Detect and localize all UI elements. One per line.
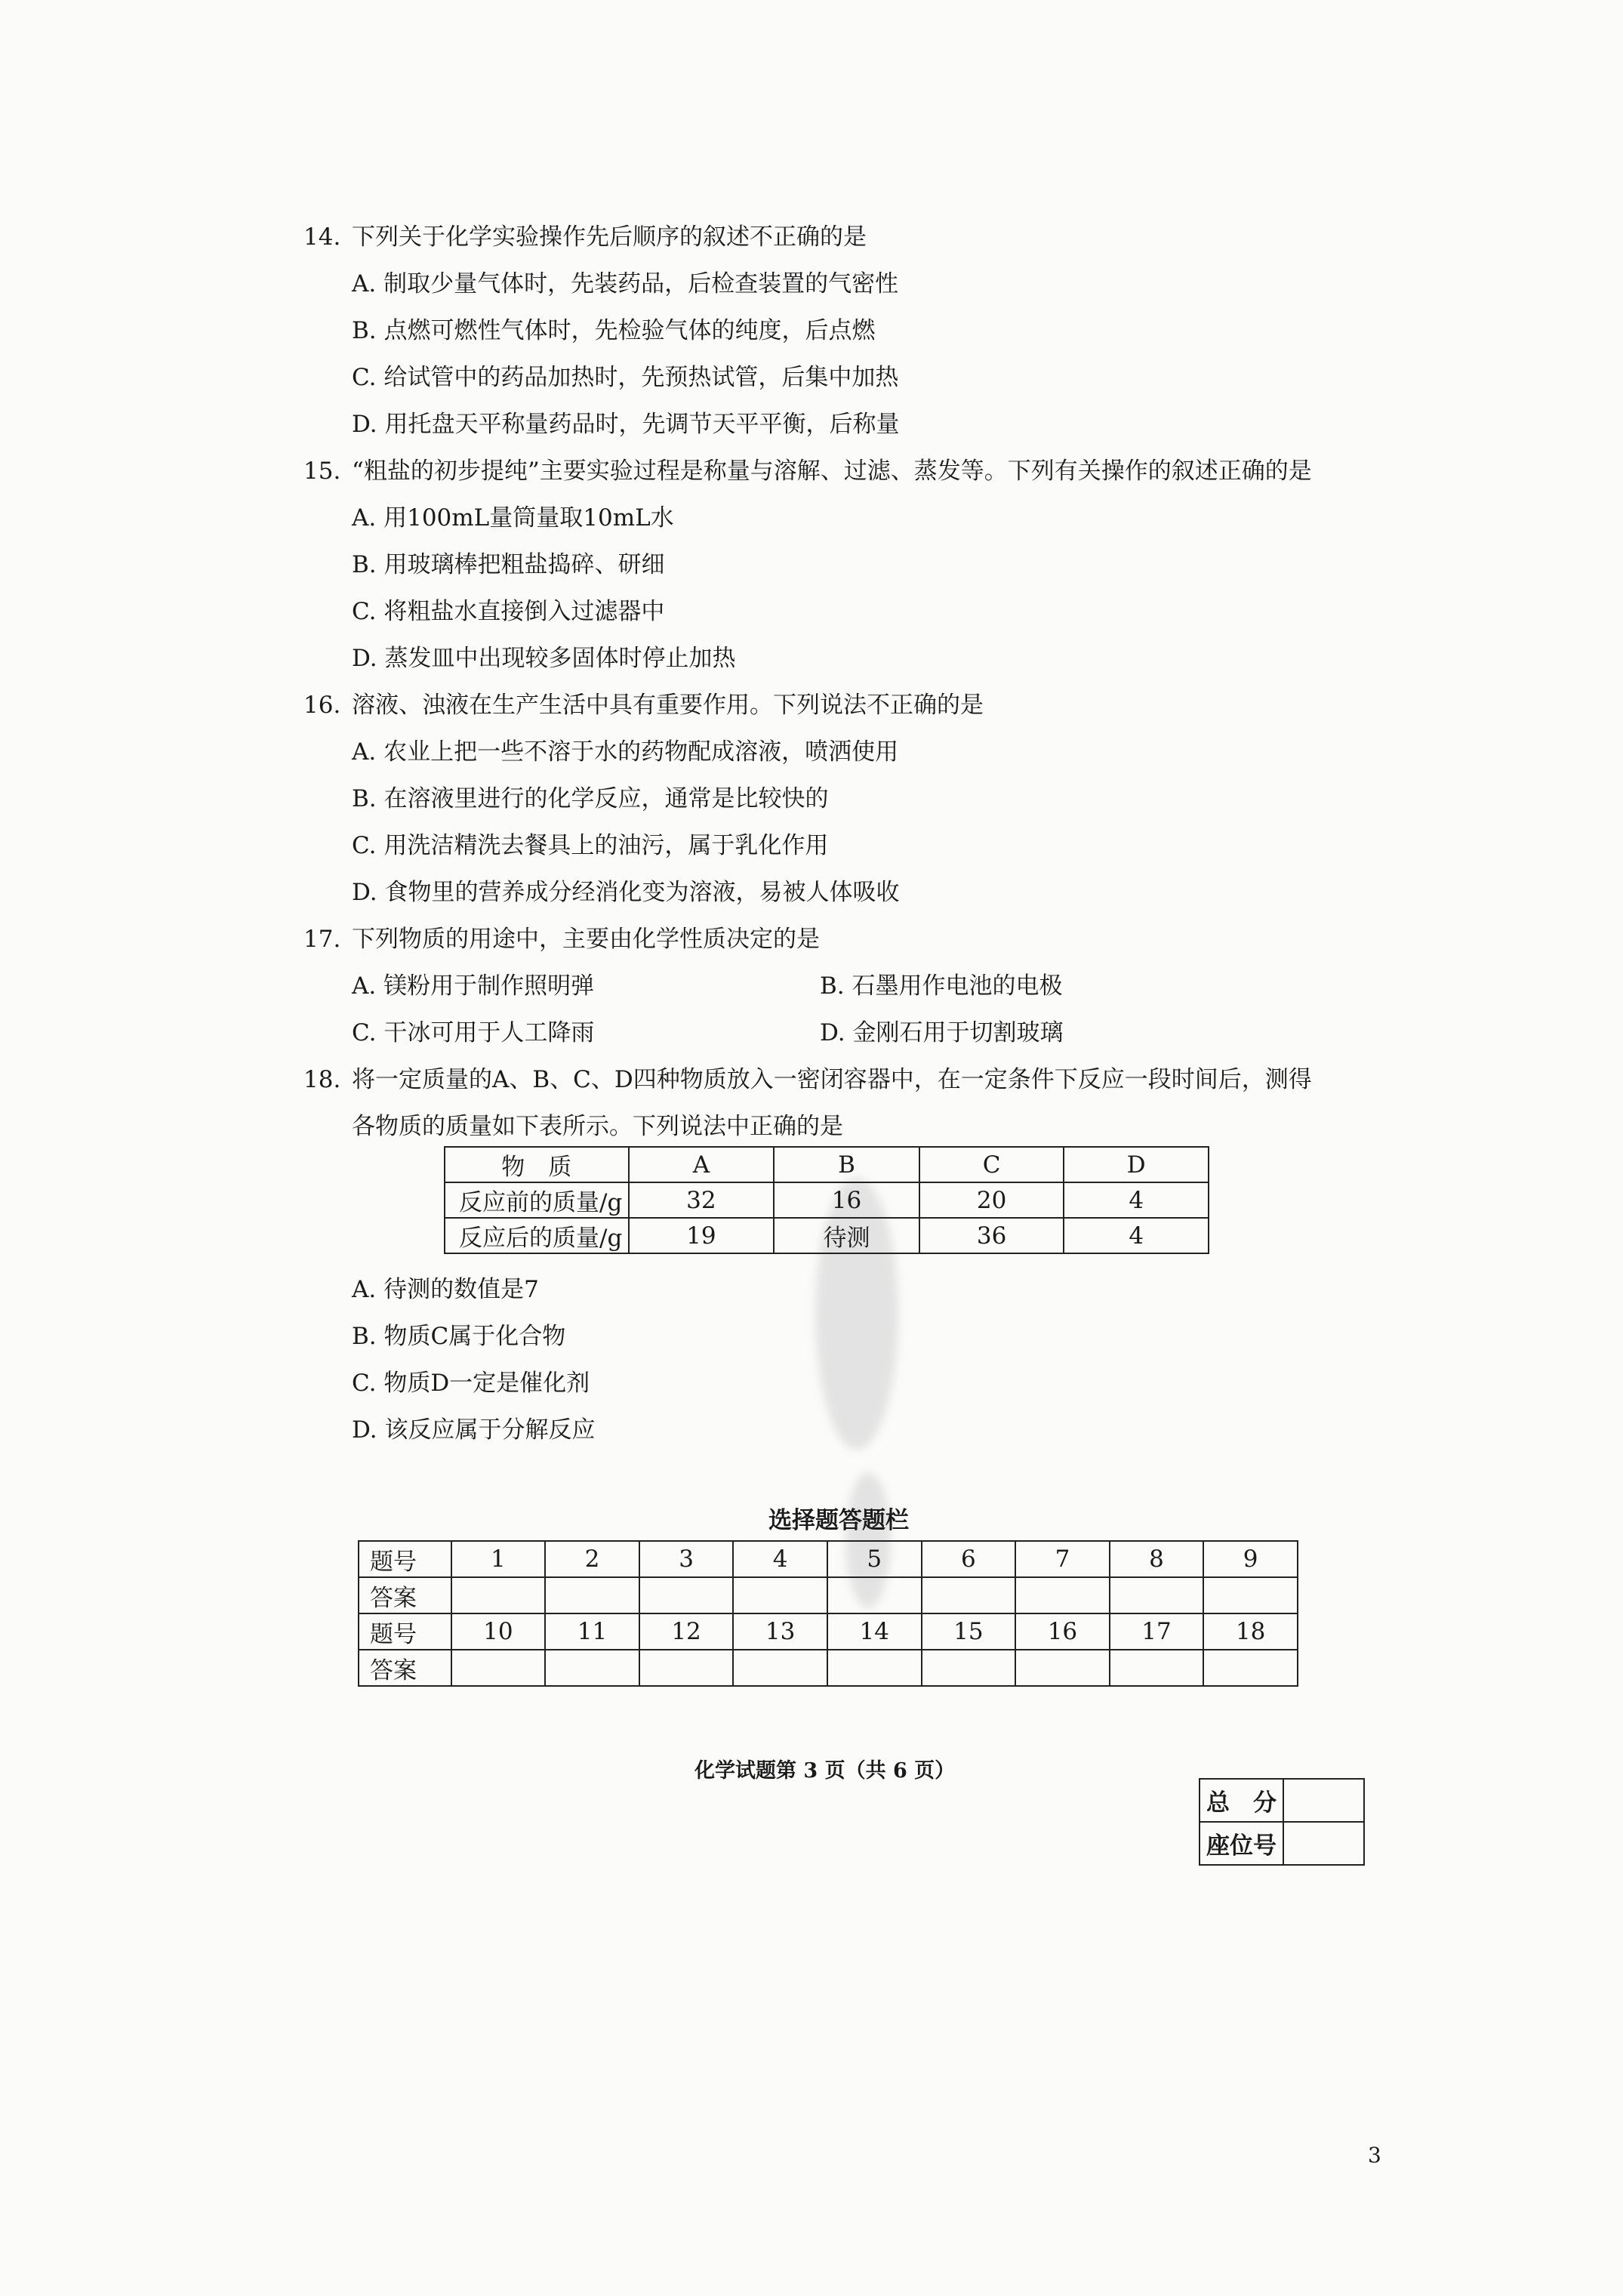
question-17-option-d: D. 金刚石用于切割玻璃 (820, 1019, 1064, 1046)
score-label: 总 分 (1200, 1779, 1283, 1822)
table-cell: C (919, 1147, 1064, 1182)
table-cell: 4 (1064, 1218, 1209, 1253)
question-16-option-c: C. 用洗洁精洗去餐具上的油污，属于乳化作用 (352, 832, 829, 859)
question-18-stem: 18. 将一定质量的A、B、C、D四种物质放入一密闭容器中，在一定条件下反应一段时间后，测得 (303, 1066, 1312, 1093)
question-14-stem: 14. 下列关于化学实验操作先后顺序的叙述不正确的是 (303, 223, 867, 251)
table-cell: 答案 (359, 1650, 451, 1686)
table-header-row (445, 1147, 1209, 1182)
question-16-option-b: B. 在溶液里进行的化学反应，通常是比较快的 (352, 785, 829, 812)
page-number: 3 (1368, 2143, 1381, 2168)
question-14-option-b: B. 点燃可燃性气体时，先检验气体的纯度，后点燃 (352, 317, 876, 344)
table-cell: 12 (639, 1613, 734, 1650)
table-cell: 13 (733, 1613, 827, 1650)
table-cell: 题号 (359, 1541, 451, 1577)
question-18-option-d: D. 该反应属于分解反应 (352, 1416, 596, 1444)
table-row (1200, 1822, 1364, 1865)
answer-cell[interactable] (639, 1650, 734, 1686)
answer-cell[interactable] (733, 1577, 827, 1613)
question-14-option-c: C. 给试管中的药品加热时，先预热试管，后集中加热 (352, 364, 899, 391)
page-footer-label: 化学试题第 3 页（共 6 页） (694, 1759, 956, 1783)
answer-cell[interactable] (827, 1650, 922, 1686)
answer-cell[interactable] (1110, 1577, 1204, 1613)
table-cell: B (774, 1147, 919, 1182)
question-17-option-a: A. 镁粉用于制作照明弹 (352, 972, 595, 1000)
answer-cell[interactable] (451, 1650, 546, 1686)
table-cell: 3 (639, 1541, 734, 1577)
table-cell: 32 (629, 1182, 775, 1218)
answer-cell[interactable] (733, 1650, 827, 1686)
question-17-option-b: B. 石墨用作电池的电极 (820, 972, 1063, 1000)
table-cell: 15 (922, 1613, 1016, 1650)
answer-cell[interactable] (1110, 1650, 1204, 1686)
table-cell: 物 质 (445, 1147, 629, 1182)
answer-cell[interactable] (922, 1650, 1016, 1686)
answer-cell[interactable] (545, 1577, 639, 1613)
score-box (1199, 1778, 1365, 1866)
table-cell: 题号 (359, 1613, 451, 1650)
question-15-stem: 15. “粗盐的初步提纯”主要实验过程是称量与溶解、过滤、蒸发等。下列有关操作的叙述正确的是 (303, 458, 1312, 485)
table-cell: 4 (1064, 1182, 1209, 1218)
question-18-stem-cont: 各物质的质量如下表所示。下列说法中正确的是 (352, 1113, 843, 1140)
table-cell: 14 (827, 1613, 922, 1650)
table-cell: 2 (545, 1541, 639, 1577)
table-cell: 19 (629, 1218, 775, 1253)
question-14-option-d: D. 用托盘天平称量药品时，先调节天平平衡，后称量 (352, 411, 900, 438)
answer-cell[interactable] (1203, 1577, 1298, 1613)
table-cell: 8 (1110, 1541, 1204, 1577)
seat-input-cell[interactable] (1283, 1822, 1364, 1865)
question-17-stem: 17. 下列物质的用途中，主要由化学性质决定的是 (303, 926, 820, 953)
table-cell: 4 (733, 1541, 827, 1577)
table-cell: 答案 (359, 1577, 451, 1613)
question-16-option-a: A. 农业上把一些不溶于水的药物配成溶液，喷洒使用 (352, 738, 899, 766)
table-cell: 18 (1203, 1613, 1298, 1650)
answer-cell[interactable] (1015, 1577, 1110, 1613)
table-cell: 20 (919, 1182, 1064, 1218)
table-cell: 17 (1110, 1613, 1204, 1650)
question-18-option-a: A. 待测的数值是7 (352, 1276, 539, 1303)
table-cell: 9 (1203, 1541, 1298, 1577)
table-cell: 36 (919, 1218, 1064, 1253)
answer-sheet-title: 选择题答题栏 (768, 1507, 909, 1534)
question-18-option-b: B. 物质C属于化合物 (352, 1323, 566, 1350)
table-cell: 1 (451, 1541, 546, 1577)
answer-cell[interactable] (1203, 1650, 1298, 1686)
question-14-option-a: A. 制取少量气体时，先装药品，后检查装置的气密性 (352, 270, 899, 297)
question-15-option-c: C. 将粗盐水直接倒入过滤器中 (352, 598, 665, 625)
question-15-option-a: A. 用100mL量筒量取10mL水 (352, 504, 674, 532)
score-input-cell[interactable] (1283, 1779, 1364, 1822)
table-cell: 6 (922, 1541, 1016, 1577)
table-cell: 反应后的质量/g (445, 1218, 629, 1253)
answer-cell[interactable] (922, 1577, 1016, 1613)
answer-cell[interactable] (1015, 1650, 1110, 1686)
table-cell: D (1064, 1147, 1209, 1182)
table-row (445, 1182, 1209, 1218)
answer-sheet-table (358, 1540, 1298, 1687)
table-cell: 10 (451, 1613, 546, 1650)
answer-cell[interactable] (827, 1577, 922, 1613)
table-cell: 待测 (774, 1218, 919, 1253)
answer-cell[interactable] (639, 1577, 734, 1613)
table-cell: 16 (774, 1182, 919, 1218)
table-row (1200, 1779, 1364, 1822)
question-16-option-d: D. 食物里的营养成分经消化变为溶液，易被人体吸收 (352, 879, 900, 906)
table-cell: 反应前的质量/g (445, 1182, 629, 1218)
seat-label: 座位号 (1200, 1822, 1283, 1865)
table-row (359, 1613, 1298, 1650)
mass-data-table (444, 1146, 1209, 1254)
question-15-option-b: B. 用玻璃棒把粗盐捣碎、研细 (352, 551, 665, 578)
question-17-option-c: C. 干冰可用于人工降雨 (352, 1019, 595, 1046)
table-row (359, 1577, 1298, 1613)
table-cell: 11 (545, 1613, 639, 1650)
answer-cell[interactable] (451, 1577, 546, 1613)
table-cell: 7 (1015, 1541, 1110, 1577)
table-row (359, 1541, 1298, 1577)
table-cell: 16 (1015, 1613, 1110, 1650)
table-cell: 5 (827, 1541, 922, 1577)
table-row (445, 1218, 1209, 1253)
table-cell: A (629, 1147, 775, 1182)
question-16-stem: 16. 溶液、浊液在生产生活中具有重要作用。下列说法不正确的是 (303, 692, 984, 719)
question-15-option-d: D. 蒸发皿中出现较多固体时停止加热 (352, 645, 736, 672)
answer-cell[interactable] (545, 1650, 639, 1686)
question-18-option-c: C. 物质D一定是催化剂 (352, 1370, 590, 1397)
table-row (359, 1650, 1298, 1686)
